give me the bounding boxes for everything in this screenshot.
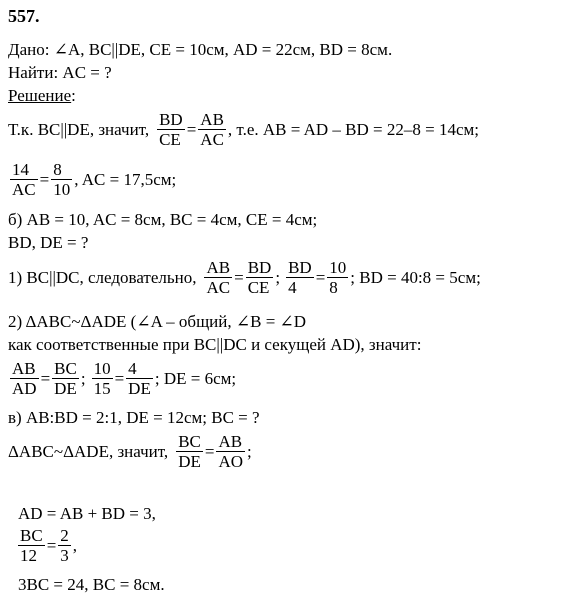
fraction: $\frac{BC}{DE}$ [178, 432, 201, 471]
fraction: $\frac{BD}{4}$ [288, 258, 312, 297]
text-line-11: AD = AB + BD = 3, [18, 504, 156, 523]
fraction: $\frac{8}{10}$ [53, 160, 71, 199]
equation-line-5: 1) BC||DC, следовательно, $\frac{AB}{AC}$ = $\frac{BD}{CE}$ ; $\frac{BD}{4}$ = $\frac{10}{8}$ ; BD = 40:8 = 5см; [8, 258, 481, 297]
equation-line-10: ΔABC~ΔADE, значит, $\frac{BC}{DE}$ = $\frac{AB}{AO}$ ; [8, 432, 252, 471]
fraction: $\frac{BD}{CE}$ [247, 258, 272, 297]
fraction: $\frac{BC}{DE}$ [54, 359, 77, 398]
text-line-9: в) AB:BD = 2:1, DE = 12см; BC = ? [8, 408, 260, 427]
text-line-4: BD, DE = ? [8, 233, 89, 252]
given-line: Дано: ∠A, BC||DE, CE = 10см, AD = 22см, BD = 8см. [8, 40, 393, 59]
text-line-7: как соответственные при BC||DC и секущей AD), значит: [8, 335, 422, 354]
fraction: $\frac{BD}{CE}$ [159, 110, 183, 149]
fraction: $\frac{10}{8}$ [329, 258, 347, 297]
fraction: $\frac{4}{DE}$ [128, 359, 151, 398]
equation-line-2: $\frac{14}{AC}$ = $\frac{8}{10}$ , AC = 17,5см; [12, 160, 177, 199]
fraction: $\frac{AB}{AC}$ [206, 258, 231, 297]
text-line-6: 2) ΔABC~ΔADE (∠A – общий, ∠B = ∠D [8, 312, 307, 331]
text-line-13: 3BC = 24, BC = 8см. [18, 575, 165, 594]
fraction: $\frac{14}{AC}$ [12, 160, 36, 199]
equation-line-8: $\frac{AB}{AD}$ = $\frac{BC}{DE}$ ; $\frac{10}{15}$ = $\frac{4}{DE}$ ; DE = 6см; [12, 359, 237, 398]
solution-heading: Решение : [8, 86, 76, 105]
equation-line-1: Т.к. BC||DE, значит, $\frac{BD}{CE}$ = $\frac{AB}{AC}$ , т.е. AB = AD – BD = 22–8 = 14см; [8, 110, 480, 149]
fraction: $\frac{AB}{AO}$ [218, 432, 244, 471]
problem-number: 557. [8, 6, 40, 26]
fraction: $\frac{AB}{AC}$ [200, 110, 224, 149]
find-line: Найти: AC = ? [8, 63, 112, 82]
equation-line-12: $\frac{BC}{12}$ = $\frac{2}{3}$ , [20, 526, 78, 565]
fraction: $\frac{BC}{12}$ [20, 526, 43, 565]
fraction: $\frac{2}{3}$ [60, 526, 69, 565]
text-line-3: б) AB = 10, AC = 8см, BC = 4см, CE = 4см; [8, 210, 318, 229]
fraction: $\frac{AB}{AD}$ [12, 359, 37, 398]
fraction: $\frac{10}{15}$ [93, 359, 111, 398]
